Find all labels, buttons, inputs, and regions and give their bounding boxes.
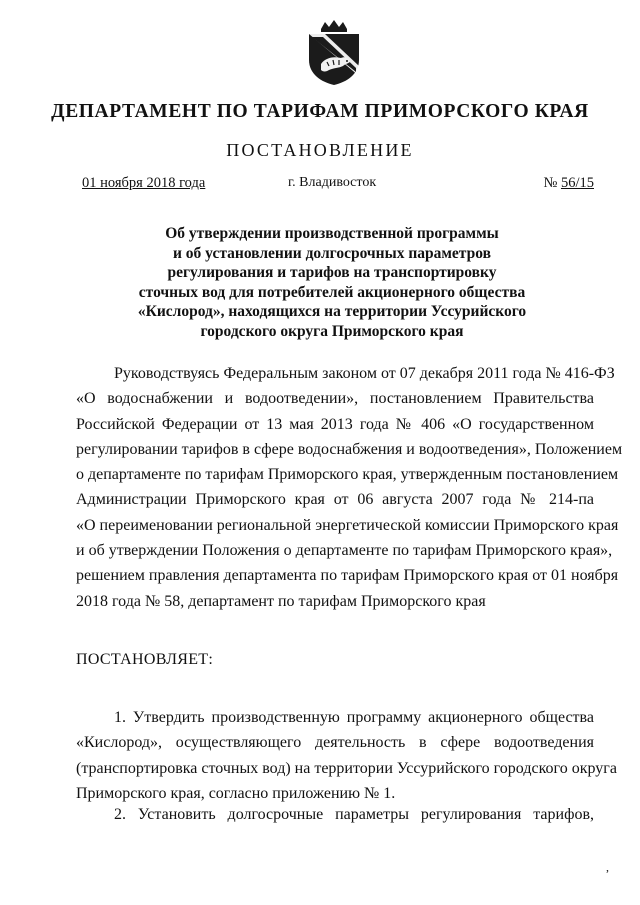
subject-line: Об утверждении производственной программы bbox=[165, 225, 499, 242]
item-1-line: Приморского края, согласно приложению № 1. bbox=[76, 784, 396, 802]
document-subject bbox=[100, 224, 564, 341]
department-title: ДЕПАРТАМЕНТ ПО ТАРИФАМ ПРИМОРСКОГО КРАЯ bbox=[51, 101, 589, 122]
item-1-line: «Кислород», осуществляющего деятельность в сфере водоотведения bbox=[76, 734, 594, 752]
document-number bbox=[544, 175, 595, 192]
subject-line: сточных вод для потребителей акционерного общества bbox=[138, 283, 526, 301]
item-2-paragraph bbox=[76, 802, 594, 827]
subject-line: «Кислород», находящихся на территории Уссурийского bbox=[137, 303, 527, 320]
resolve-heading: ПОСТАНОВЛЯЕТ: bbox=[76, 651, 214, 668]
preamble-line: и об утверждении Положения о департаменте по тарифам Приморского края», bbox=[76, 542, 613, 560]
document-number-value: 56/15 bbox=[560, 175, 594, 191]
item-1-line: (транспортировка сточных вод) на территории Уссурийского городского округа bbox=[76, 759, 617, 777]
margin-mark: , bbox=[606, 860, 609, 874]
subject-line: регулирования и тарифов на транспортировку bbox=[167, 264, 497, 281]
preamble-line: регулировании тарифов в сфере водоснабжения и водоотведения», Положением bbox=[76, 440, 623, 458]
document-date: 01 ноября 2018 года bbox=[82, 175, 206, 191]
document-type: ПОСТАНОВЛЕНИЕ bbox=[226, 140, 414, 160]
document-city: г. Владивосток bbox=[288, 175, 377, 190]
preamble-line: Администрации Приморского края от 06 августа 2007 года № 214-па bbox=[76, 491, 594, 509]
item-2-line: 2. Установить долгосрочные параметры регулирования тарифов, bbox=[114, 806, 594, 823]
preamble-line: о департаменте по тарифам Приморского края, утвержденным постановлением bbox=[76, 466, 619, 484]
item-1-paragraph bbox=[76, 705, 617, 806]
preamble-line: решением правления департамента по тарифам Приморского края от 01 ноября bbox=[76, 567, 619, 585]
subject-line: и об установлении долгосрочных параметров bbox=[173, 244, 491, 262]
preamble-line: Российской Федерации от 13 мая 2013 года № 406 «О государственном bbox=[76, 415, 594, 433]
preamble-line: «О переименовании региональной энергетической комиссии Приморского края bbox=[76, 516, 619, 534]
preamble-line: Руководствуясь Федеральным законом от 07 декабря 2011 года № 416-ФЗ bbox=[114, 365, 615, 382]
document-meta-row bbox=[82, 175, 594, 195]
coat-of-arms-emblem bbox=[303, 20, 365, 86]
document-number-prefix: № bbox=[543, 175, 561, 191]
preamble-line: «О водоснабжении и водоотведении», постановлением Правительства bbox=[76, 390, 594, 408]
subject-line: городского округа Приморского края bbox=[200, 322, 464, 340]
item-1-line: 1. Утвердить производственную программу акционерного общества bbox=[114, 709, 594, 726]
preamble-line: 2018 года № 58, департамент по тарифам Приморского края bbox=[76, 592, 486, 610]
preamble-paragraph bbox=[76, 361, 623, 614]
